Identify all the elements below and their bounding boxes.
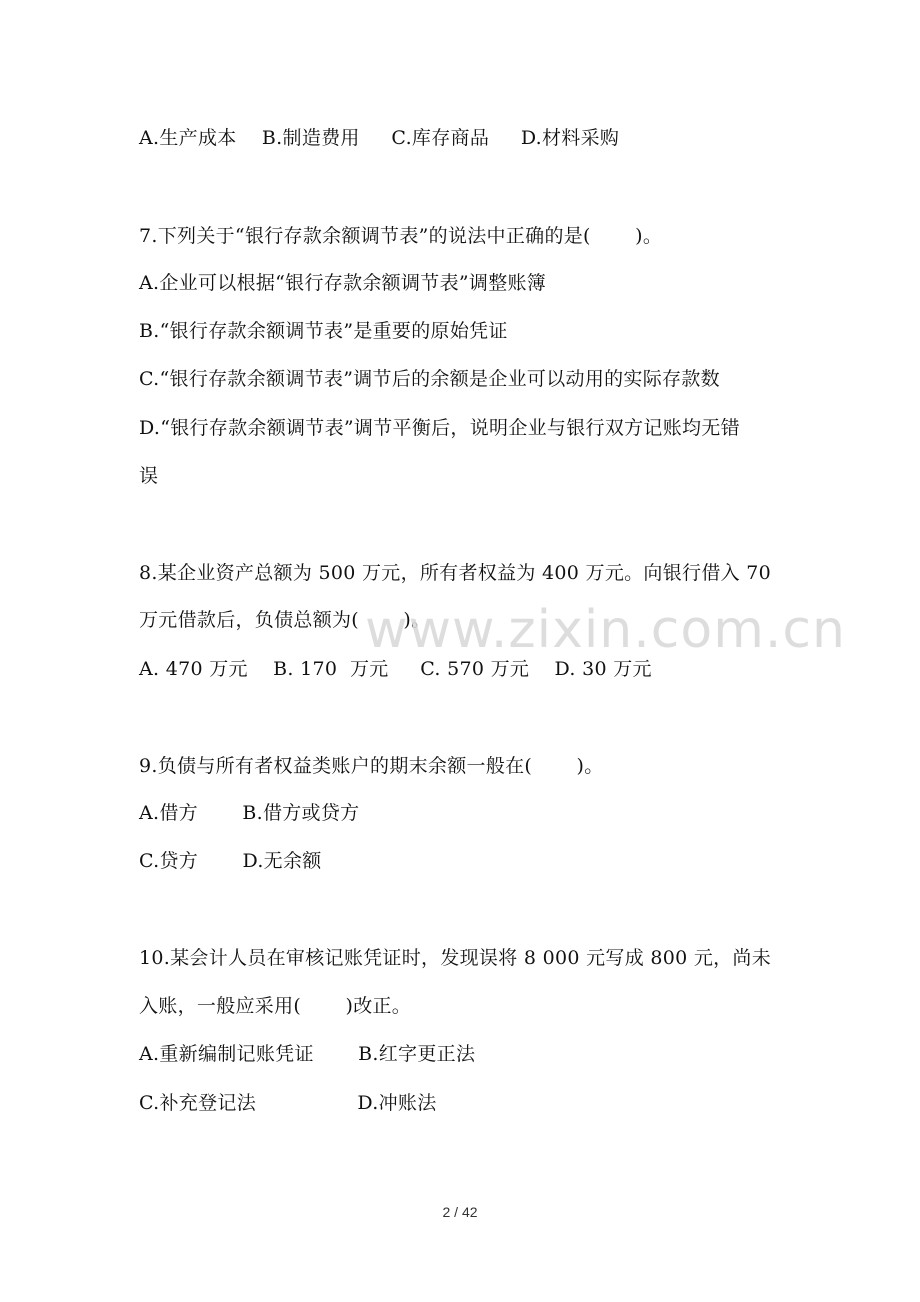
q10-options-line1: A.重新编制记账凭证 B.红字更正法 [139,1043,476,1065]
q7-option-c: C.“银行存款余额调节表”调节后的余额是企业可以动用的实际存款数 [139,368,720,390]
q7-option-a: A.企业可以根据“银行存款余额调节表”调整账簿 [139,272,547,294]
q7-option-d: D.“银行存款余额调节表”调节平衡后，说明企业与银行双方记账均无错 [139,417,740,439]
q6-options: A.生产成本 B.制造费用 C.库存商品 D.材料采购 [139,127,620,149]
q8-options: A. 470 万元 B. 170 万元 C. 570 万元 D. 30 万元 [139,658,652,680]
watermark: www.zixin.com.cn [365,600,846,660]
q8-question-line2: 万元借款后，负债总额为( )。 [139,609,431,631]
q9-options-line2: C.贷方 D.无余额 [139,850,322,872]
q10-options-line2: C.补充登记法 D.冲账法 [139,1092,437,1114]
q9-question: 9.负债与所有者权益类账户的期末余额一般在( )。 [139,755,604,777]
q7-question: 7.下列关于“银行存款余额调节表”的说法中正确的是( )。 [139,225,663,247]
q7-option-d-cont: 误 [139,465,159,487]
q10-question-line1: 10.某会计人员在审核记账凭证时，发现误将 8 000 元写成 800 元，尚未 [139,947,772,969]
q8-question-line1: 8.某企业资产总额为 500 万元，所有者权益为 400 万元。向银行借入 70 [139,562,772,584]
q10-question-line2: 入账，一般应采用( )改正。 [139,995,412,1017]
q9-options-line1: A.借方 B.借方或贷方 [139,802,360,824]
page-number: 2 / 42 [442,1204,478,1220]
q7-option-b: B.“银行存款余额调节表”是重要的原始凭证 [139,320,508,342]
